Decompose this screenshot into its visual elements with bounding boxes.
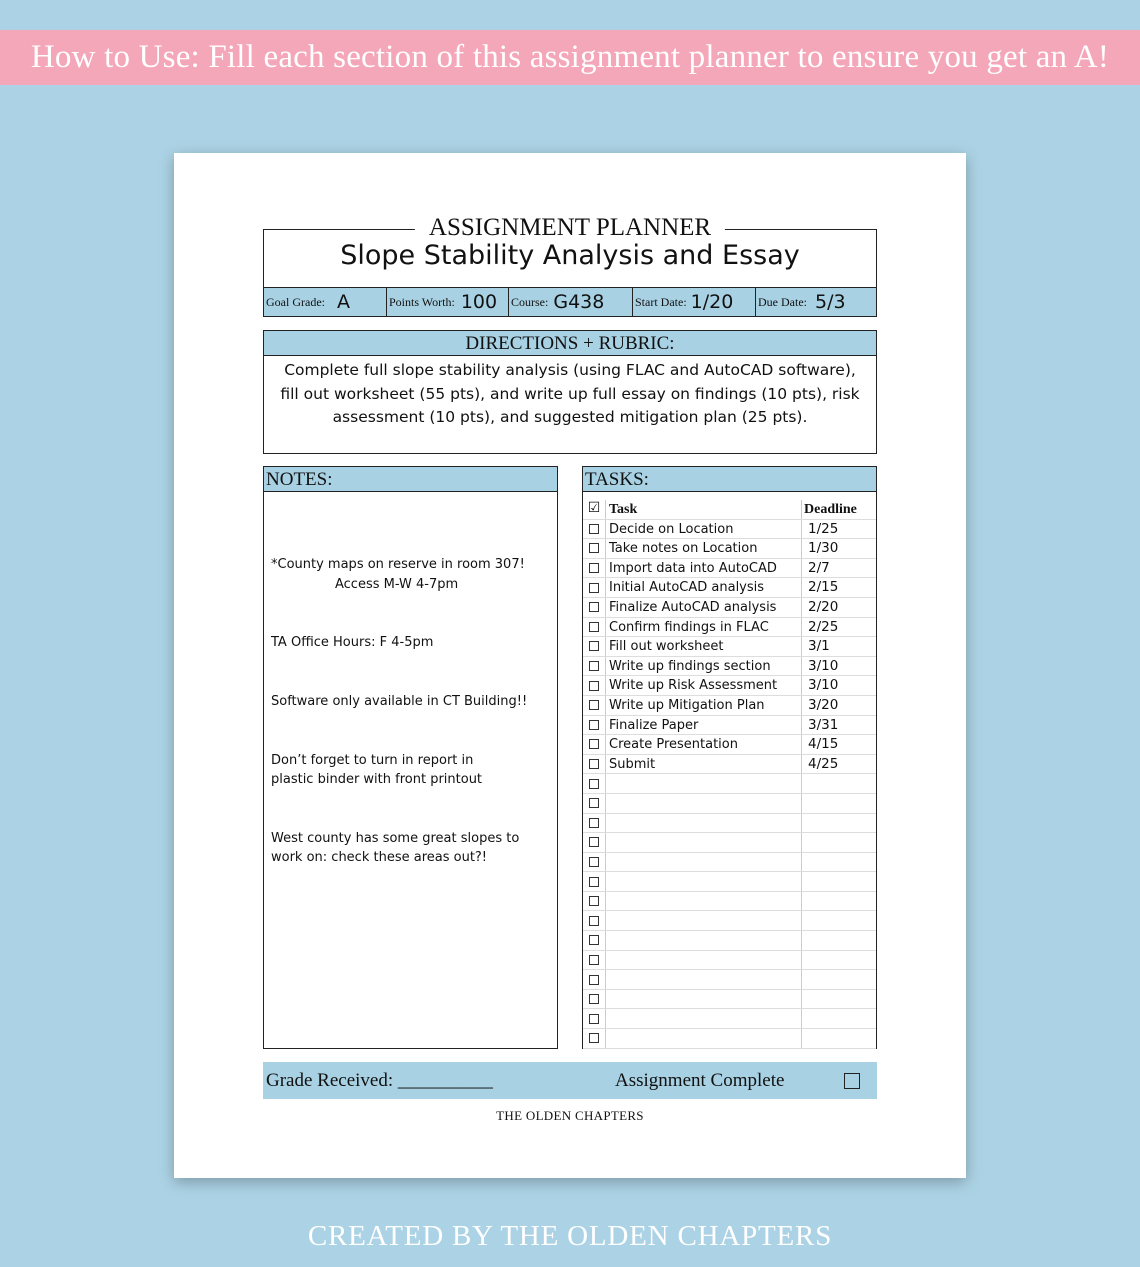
task-row: [583, 539, 876, 559]
task-checkbox[interactable]: [589, 877, 599, 887]
blank-task-row: [583, 911, 876, 931]
start-date-cell: [633, 288, 756, 316]
note-item: TA Office Hours: F 4-5pm: [271, 635, 434, 650]
goal-grade-label: Goal Grade:: [266, 294, 325, 309]
task-checkbox-cell: [583, 618, 606, 637]
task-checkbox[interactable]: [589, 661, 599, 671]
task-row: [583, 598, 876, 618]
deadline-column-header: Deadline: [804, 502, 857, 517]
task-name: [606, 970, 802, 989]
assignment-complete-checkbox[interactable]: [844, 1073, 860, 1089]
task-deadline: [802, 853, 876, 872]
task-row: [583, 735, 876, 755]
task-checkbox[interactable]: [589, 700, 599, 710]
task-name: [606, 892, 802, 911]
how-to-use-banner: How to Use: Fill each section of this assignment planner to ensure you get an A!: [0, 30, 1140, 85]
task-checkbox[interactable]: [589, 681, 599, 691]
task-checkbox[interactable]: [589, 583, 599, 593]
task-deadline: 1/30: [808, 540, 839, 557]
task-checkbox[interactable]: [589, 975, 599, 985]
task-name: Finalize AutoCAD analysis: [606, 598, 802, 617]
blank-task-row: [583, 931, 876, 951]
task-deadline: [802, 774, 876, 793]
task-name: Submit: [606, 755, 802, 774]
blank-task-row: [583, 892, 876, 912]
blank-task-row: [583, 1009, 876, 1029]
task-row: [583, 578, 876, 598]
task-row: [583, 637, 876, 657]
notes-box: [263, 466, 558, 1049]
task-checkbox-cell: [583, 1009, 606, 1028]
task-deadline: 3/31: [808, 716, 839, 733]
task-checkbox-cell: [583, 598, 606, 617]
task-checkbox[interactable]: [589, 602, 599, 612]
task-name: Confirm findings in FLAC: [606, 618, 802, 637]
blank-task-row: [583, 990, 876, 1010]
task-deadline: 3/10: [808, 657, 839, 674]
due-date-label: Due Date:: [758, 294, 807, 309]
tasks-heading: TASKS:: [583, 467, 876, 492]
task-name: Take notes on Location: [606, 539, 802, 558]
task-deadline: [802, 1029, 876, 1048]
task-deadline: [802, 872, 876, 891]
task-checkbox-cell: [583, 853, 606, 872]
task-name: Write up findings section: [606, 657, 802, 676]
planner-sheet: [174, 153, 966, 1178]
task-checkbox-cell: [583, 676, 606, 695]
course-label: Course:: [511, 294, 549, 309]
start-date-label: Start Date:: [635, 294, 687, 309]
task-name: [606, 774, 802, 793]
task-name: [606, 1009, 802, 1028]
task-checkbox[interactable]: [589, 955, 599, 965]
task-deadline: 2/25: [808, 618, 839, 635]
task-name: [606, 814, 802, 833]
task-deadline: [802, 833, 876, 852]
task-deadline: 2/20: [808, 598, 839, 615]
task-name: [606, 931, 802, 950]
task-checkbox-cell: [583, 774, 606, 793]
task-checkbox-cell: [583, 970, 606, 989]
task-row: [583, 696, 876, 716]
task-deadline: 3/20: [808, 696, 839, 713]
task-name: Fill out worksheet: [606, 637, 802, 656]
directions-box: [263, 330, 877, 454]
note-item: Don’t forget to turn in report in: [271, 753, 474, 768]
note-item: *County maps on reserve in room 307!: [271, 557, 525, 572]
task-name: Import data into AutoCAD: [606, 559, 802, 578]
task-deadline: [802, 814, 876, 833]
task-checkbox-cell: [583, 520, 606, 539]
task-deadline: [802, 931, 876, 950]
title-box: [263, 214, 877, 317]
grade-received-label: Grade Received: __________: [266, 1070, 493, 1091]
notes-heading: NOTES:: [264, 467, 557, 492]
task-row: [583, 559, 876, 579]
task-checkbox[interactable]: [589, 641, 599, 651]
task-name: Finalize Paper: [606, 716, 802, 735]
task-rows: [583, 520, 876, 1049]
task-checkbox-cell: [583, 931, 606, 950]
info-row: [264, 287, 876, 316]
task-name: [606, 1029, 802, 1048]
course-value: G438: [553, 291, 605, 313]
task-name: [606, 794, 802, 813]
task-checkbox[interactable]: [589, 818, 599, 828]
sheet-footer: THE OLDEN CHAPTERS: [496, 1108, 644, 1123]
goal-grade-cell: [264, 288, 387, 316]
task-checkbox[interactable]: [589, 857, 599, 867]
task-name: Initial AutoCAD analysis: [606, 578, 802, 597]
task-name: [606, 951, 802, 970]
task-name: Decide on Location: [606, 520, 802, 539]
task-deadline: 3/10: [808, 677, 839, 694]
task-checkbox-cell: [583, 735, 606, 754]
task-name: [606, 911, 802, 930]
task-checkbox-cell: [583, 990, 606, 1009]
task-checkbox[interactable]: [589, 622, 599, 632]
note-item: work on: check these areas out?!: [271, 850, 488, 865]
task-deadline: [802, 951, 876, 970]
task-deadline: 4/15: [808, 736, 839, 753]
task-header-row: [583, 500, 876, 520]
task-checkbox[interactable]: [589, 739, 599, 749]
task-name: [606, 872, 802, 891]
tasks-box: [582, 466, 877, 1049]
task-deadline: [802, 794, 876, 813]
grade-bar: [263, 1062, 877, 1099]
task-deadline: 2/15: [808, 579, 839, 596]
task-checkbox-cell: [583, 951, 606, 970]
blank-task-row: [583, 774, 876, 794]
task-checkbox-cell: [583, 716, 606, 735]
course-cell: [509, 288, 633, 316]
blank-task-row: [583, 951, 876, 971]
task-table: [583, 500, 876, 1049]
task-checkbox[interactable]: [589, 837, 599, 847]
note-item: Software only available in CT Building!!: [271, 694, 528, 709]
task-checkbox[interactable]: [589, 563, 599, 573]
task-deadline: [802, 1009, 876, 1028]
task-deadline: 3/1: [808, 638, 830, 655]
blank-task-row: [583, 794, 876, 814]
assignment-complete-label: Assignment Complete: [615, 1070, 785, 1091]
task-row: [583, 755, 876, 775]
task-row: [583, 657, 876, 677]
task-checkbox[interactable]: [589, 1014, 599, 1024]
blank-task-row: [583, 872, 876, 892]
creator-credit: CREATED BY THE OLDEN CHAPTERS: [307, 1220, 833, 1252]
task-checkbox[interactable]: [589, 543, 599, 553]
note-item: West county has some great slopes to: [271, 831, 520, 846]
task-deadline: 2/7: [808, 559, 830, 576]
goal-grade-value: A: [336, 291, 350, 313]
note-item: plastic binder with front printout: [271, 772, 483, 787]
task-row: [583, 676, 876, 696]
task-checkbox-cell: [583, 696, 606, 715]
assignment-name: Slope Stability Analysis and Essay: [340, 240, 800, 271]
task-row: [583, 716, 876, 736]
task-checkbox-cell: [583, 794, 606, 813]
task-checkbox-cell: [583, 657, 606, 676]
directions-text: Complete full slope stability analysis (using FLAC and AutoCAD software), fill out worksheet (55 pts), and write up full essay on findings (10 pts), risk assessment (10 pts), and suggested mitigation plan (25 pts).: [280, 361, 860, 426]
planner-heading: ASSIGNMENT PLANNER: [415, 214, 725, 242]
points-worth-value: 100: [460, 291, 498, 313]
task-checkbox[interactable]: [589, 798, 599, 808]
task-name: Write up Mitigation Plan: [606, 696, 802, 715]
task-deadline: [802, 990, 876, 1009]
task-checkbox[interactable]: [589, 935, 599, 945]
task-checkbox[interactable]: [589, 994, 599, 1004]
task-name: Write up Risk Assessment: [606, 676, 802, 695]
task-checkbox-cell: [583, 755, 606, 774]
start-date-value: 1/20: [690, 291, 734, 313]
directions-heading: DIRECTIONS + RUBRIC:: [264, 331, 876, 356]
task-checkbox-cell: [583, 578, 606, 597]
task-checkbox-cell: [583, 911, 606, 930]
blank-task-row: [583, 814, 876, 834]
checked-box-icon: ☑: [587, 501, 601, 517]
task-column-header: Task: [606, 500, 802, 519]
task-name: [606, 990, 802, 1009]
task-name: [606, 833, 802, 852]
blank-task-row: [583, 1029, 876, 1049]
task-deadline: [802, 892, 876, 911]
blank-task-row: [583, 970, 876, 990]
due-date-cell: [756, 288, 876, 316]
task-deadline: 1/25: [808, 520, 839, 537]
task-checkbox-cell: [583, 814, 606, 833]
task-checkbox[interactable]: [589, 779, 599, 789]
task-row: [583, 520, 876, 540]
task-checkbox-cell: [583, 833, 606, 852]
task-checkbox[interactable]: [589, 1033, 599, 1043]
task-deadline: [802, 970, 876, 989]
task-deadline: [802, 911, 876, 930]
task-name: [606, 853, 802, 872]
points-worth-label: Points Worth:: [389, 294, 455, 309]
points-worth-cell: [387, 288, 509, 316]
task-checkbox[interactable]: [589, 759, 599, 769]
task-checkbox-cell: [583, 637, 606, 656]
due-date-value: 5/3: [814, 291, 846, 313]
task-checkbox-cell: [583, 539, 606, 558]
blank-task-row: [583, 833, 876, 853]
task-checkbox-cell: [583, 872, 606, 891]
header-check-cell: [583, 500, 606, 519]
task-checkbox[interactable]: [589, 720, 599, 730]
blank-task-row: [583, 853, 876, 873]
task-checkbox-cell: [583, 1029, 606, 1048]
task-name: Create Presentation: [606, 735, 802, 754]
task-checkbox[interactable]: [589, 916, 599, 926]
task-checkbox-cell: [583, 559, 606, 578]
task-row: [583, 618, 876, 638]
task-deadline: 4/25: [808, 755, 839, 772]
task-checkbox[interactable]: [589, 524, 599, 534]
task-checkbox-cell: [583, 892, 606, 911]
note-item: Access M-W 4-7pm: [335, 577, 459, 592]
task-checkbox[interactable]: [589, 896, 599, 906]
